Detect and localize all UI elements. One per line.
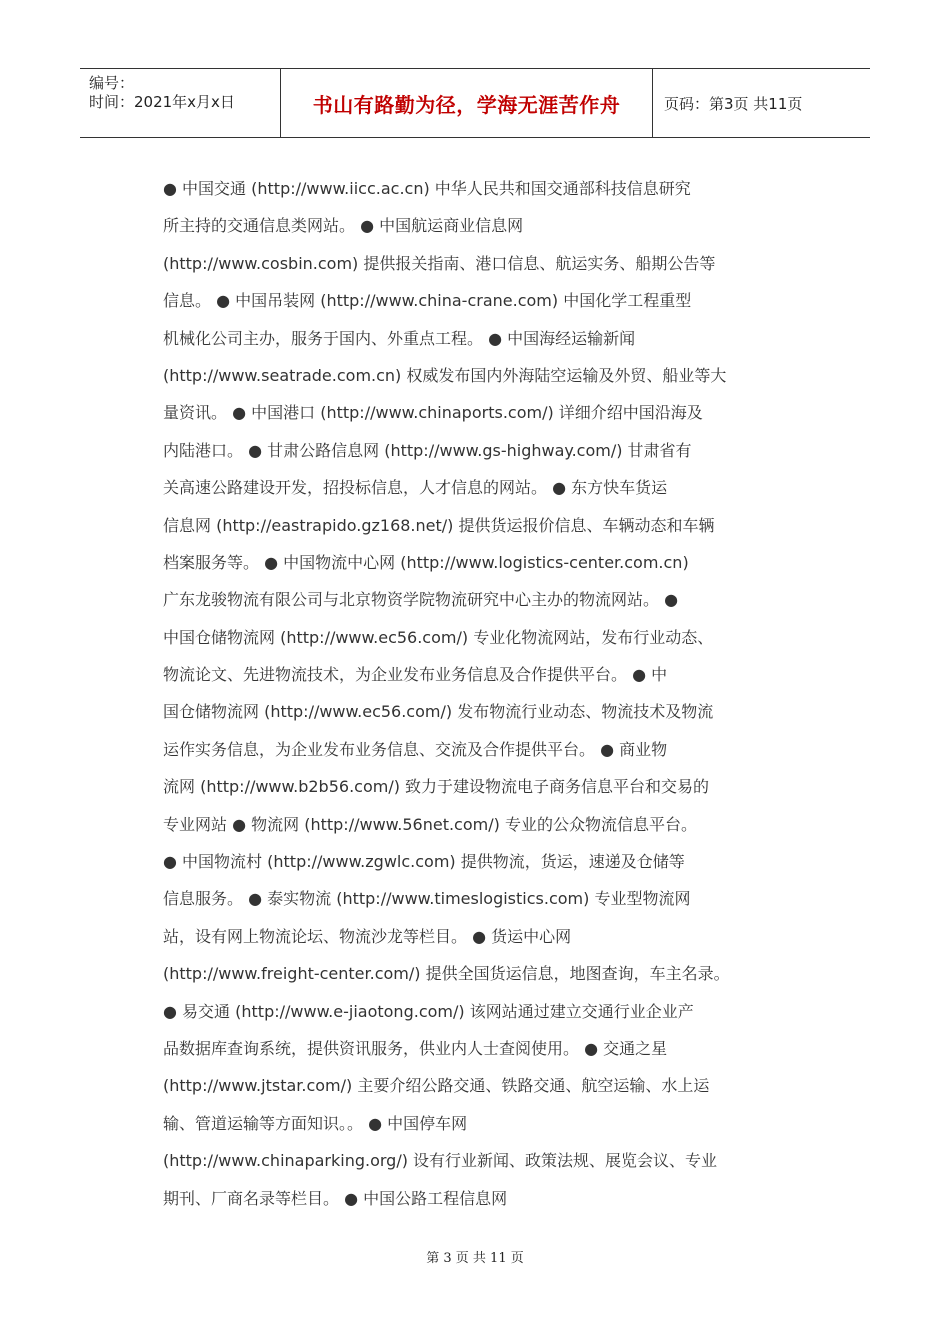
body-line: 中国仓储物流网 (http://www.ec56.com/) 专业化物流网站，发布行业动态、 xyxy=(163,627,714,647)
body-line: 广东龙骏物流有限公司与北京物资学院物流研究中心主办的物流网站。 ● xyxy=(163,590,679,610)
body-line: 输、管道运输等方面知识。。 ● 中国停车网 xyxy=(163,1113,468,1133)
body-line: 量资讯。 ● 中国港口 (http://www.chinaports.com/) 详细介绍中国沿海及 xyxy=(163,403,703,423)
body-line: 档案服务等。 ● 中国物流中心网 (http://www.logistics-center.com.cn) xyxy=(163,552,689,572)
body-line: (http://www.chinaparking.org/) 设有行业新闻、政策法规、展览会议、专业 xyxy=(163,1151,718,1171)
body-line: 机械化公司主办，服务于国内、外重点工程。 ● 中国海经运输新闻 xyxy=(163,328,636,348)
body-line: (http://www.freight-center.com/) 提供全国货运信息，地图查询，车主名录。 xyxy=(163,964,730,984)
body-line: 站，设有网上物流论坛、物流沙龙等栏目。 ● 货运中心网 xyxy=(163,926,572,946)
body-line: 品数据库查询系统，提供资讯服务，供业内人士查阅使用。 ● 交通之星 xyxy=(163,1038,668,1058)
body-line: (http://www.seatrade.com.cn) 权威发布国内外海陆空运输及外贸、船业等大 xyxy=(163,365,727,385)
body-line: ● 中国交通 (http://www.iicc.ac.cn) 中华人民共和国交通部科技信息研究 xyxy=(163,179,691,198)
document-date-label: 时间：2021年x月x日 xyxy=(89,93,235,111)
header-motto-cell xyxy=(281,69,653,137)
body-line: 信息服务。 ● 泰实物流 (http://www.timeslogistics.com) 专业型物流网 xyxy=(163,889,691,909)
body-line: 信息网 (http://eastrapido.gz168.net/) 提供货运报价信息、车辆动态和车辆 xyxy=(163,515,715,535)
body-line: 流网 (http://www.b2b56.com/) 致力于建设物流电子商务信息平台和交易的 xyxy=(163,777,710,797)
header-meta-cell xyxy=(80,69,281,137)
body-line: 信息。 ● 中国吊装网 (http://www.china-crane.com) 中国化学工程重型 xyxy=(163,291,692,311)
body-line: 所主持的交通信息类网站。 ● 中国航运商业信息网 xyxy=(163,216,524,236)
header-page-label: 页码：第3页 共11页 xyxy=(664,94,803,113)
body-line: 内陆港口。 ● 甘肃公路信息网 (http://www.gs-highway.com/) 甘肃省有 xyxy=(163,440,692,460)
body-line: (http://www.cosbin.com) 提供报关指南、港口信息、航运实务、船期公告等 xyxy=(163,253,716,273)
body-line: 国仓储物流网 (http://www.ec56.com/) 发布物流行业动态、物流技术及物流 xyxy=(163,702,714,722)
body-line: 运作实务信息，为企业发布业务信息、交流及合作提供平台。 ● 商业物 xyxy=(163,739,668,759)
body-line: (http://www.jtstar.com/) 主要介绍公路交通、铁路交通、航空运输、水上运 xyxy=(163,1076,710,1096)
document-header xyxy=(80,68,870,138)
document-number-label: 编号： xyxy=(89,74,135,92)
body-line: 物流论文、先进物流技术，为企业发布业务信息及合作提供平台。 ● 中 xyxy=(163,665,668,685)
body-line: 期刊、厂商名录等栏目。 ● 中国公路工程信息网 xyxy=(163,1188,508,1208)
body-line: 关高速公路建设开发，招投标信息，人才信息的网站。 ● 东方快车货运 xyxy=(163,478,668,498)
body-line: ● 易交通 (http://www.e-jiaotong.com/) 该网站通过建立交通行业企业产 xyxy=(163,1001,694,1021)
document-body xyxy=(163,170,753,1217)
header-page-cell xyxy=(653,69,870,137)
page-footer: 第 3 页 共 11 页 xyxy=(426,1251,524,1266)
header-motto: 书山有路勤为径，学海无涯苦作舟 xyxy=(312,92,621,117)
body-line: 专业网站 ● 物流网 (http://www.56net.com/) 专业的公众物流信息平台。 xyxy=(163,814,697,834)
body-line: ● 中国物流村 (http://www.zgwlc.com) 提供物流，货运，速递及仓储等 xyxy=(163,852,685,872)
